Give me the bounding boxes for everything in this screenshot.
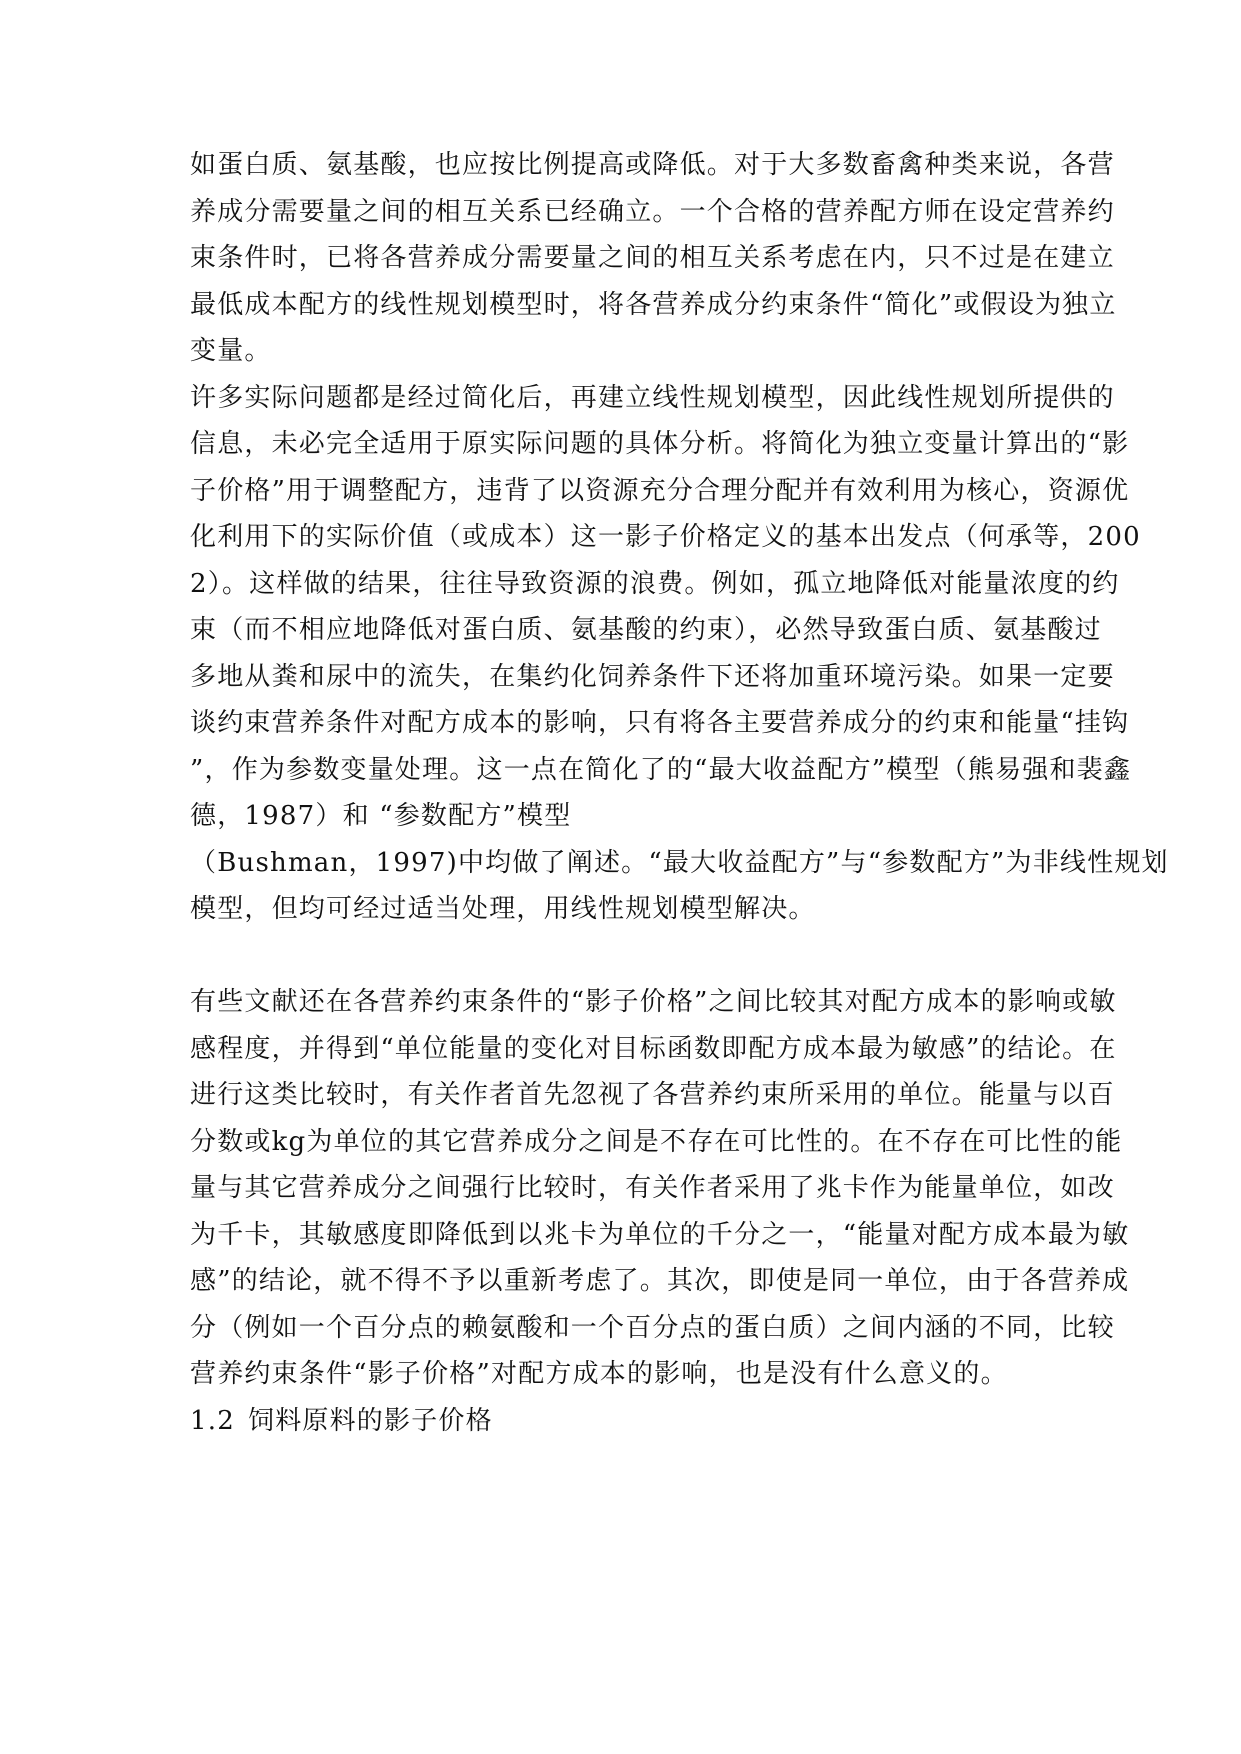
- text-line: ”，作为参数变量处理。这一点在简化了的“最大收益配方”模型（熊易强和裴鑫: [190, 754, 1132, 785]
- section-number: 1.2: [190, 1405, 235, 1436]
- text-line: 子价格”用于调整配方，违背了以资源充分合理分配并有效利用为核心，资源优: [190, 475, 1130, 506]
- text-line: 束条件时，已将各营养成分需要量之间的相互关系考虑在内，只不过是在建立: [190, 243, 1115, 273]
- document-body: [190, 142, 1169, 1444]
- text-line: 2）。这样做的结果，往往导致资源的浪费。例如，孤立地降低对能量浓度的约: [190, 568, 1120, 599]
- text-line: 束（而不相应地降低对蛋白质、氨基酸的约束），必然导致蛋白质、氨基酸过: [190, 615, 1102, 645]
- text-line: 许多实际问题都是经过简化后，再建立线性规划模型，因此线性规划所提供的: [190, 382, 1115, 413]
- text-line: 化利用下的实际价值（或成本）这一影子价格定义的基本出发点（何承等，200: [190, 522, 1141, 552]
- paragraph-spacer: [190, 933, 1052, 980]
- text-line: 养成分需要量之间的相互关系已经确立。一个合格的营养配方师在设定营养约: [190, 196, 1115, 227]
- text-line: 分（例如一个百分点的赖氨酸和一个百分点的蛋白质）之间内涵的不同，比较: [190, 1312, 1115, 1343]
- text-line: 分数或kg为单位的其它营养成分之间是不存在可比性的。在不存在可比性的能: [190, 1126, 1123, 1157]
- text-line: （Bushman，1997)中均做了阐述。“最大收益配方”与“参数配方”为非线性规划: [190, 847, 1169, 878]
- text-line: 谈约束营养条件对配方成本的影响，只有将各主要营养成分的约束和能量“挂钩: [190, 708, 1130, 738]
- section-heading: [190, 1398, 1052, 1445]
- section-title: 饲料原料的影子价格: [248, 1405, 493, 1436]
- text-line: 为千卡，其敏感度即降低到以兆卡为单位的千分之一，“能量对配方成本最为敏: [190, 1219, 1130, 1250]
- text-line: 量与其它营养成分之间强行比较时，有关作者采用了兆卡作为能量单位，如改: [190, 1173, 1115, 1203]
- text-line: 进行这类比较时，有关作者首先忽视了各营养约束所采用的单位。能量与以百: [190, 1080, 1115, 1110]
- text-line: 德，1987）和 “参数配方”模型: [190, 801, 572, 831]
- text-line: 模型，但均可经过适当处理，用线性规划模型解决。: [190, 894, 816, 924]
- text-line: 变量。: [190, 336, 272, 366]
- text-line: 信息，未必完全适用于原实际问题的具体分析。将简化为独立变量计算出的“影: [190, 429, 1130, 459]
- paragraph-1: [190, 142, 1117, 375]
- paragraph-2: [190, 375, 1169, 933]
- paragraph-3: [190, 979, 1130, 1398]
- text-line: 如蛋白质、氨基酸，也应按比例提高或降低。对于大多数畜禽种类来说，各营: [190, 150, 1115, 180]
- text-line: 有些文献还在各营养约束条件的“影子价格”之间比较其对配方成本的影响或敏: [190, 987, 1117, 1017]
- text-line: 感程度，并得到“单位能量的变化对目标函数即配方成本最为敏感”的结论。在: [190, 1033, 1117, 1064]
- text-line: 感”的结论，就不得不予以重新考虑了。其次，即使是同一单位，由于各营养成: [190, 1266, 1130, 1296]
- text-line: 多地从粪和尿中的流失，在集约化饲养条件下还将加重环境污染。如果一定要: [190, 661, 1115, 692]
- text-line: 最低成本配方的线性规划模型时，将各营养成分约束条件“简化”或假设为独立: [190, 289, 1117, 320]
- text-line: 营养约束条件“影子价格”对配方成本的影响，也是没有什么意义的。: [190, 1359, 1008, 1389]
